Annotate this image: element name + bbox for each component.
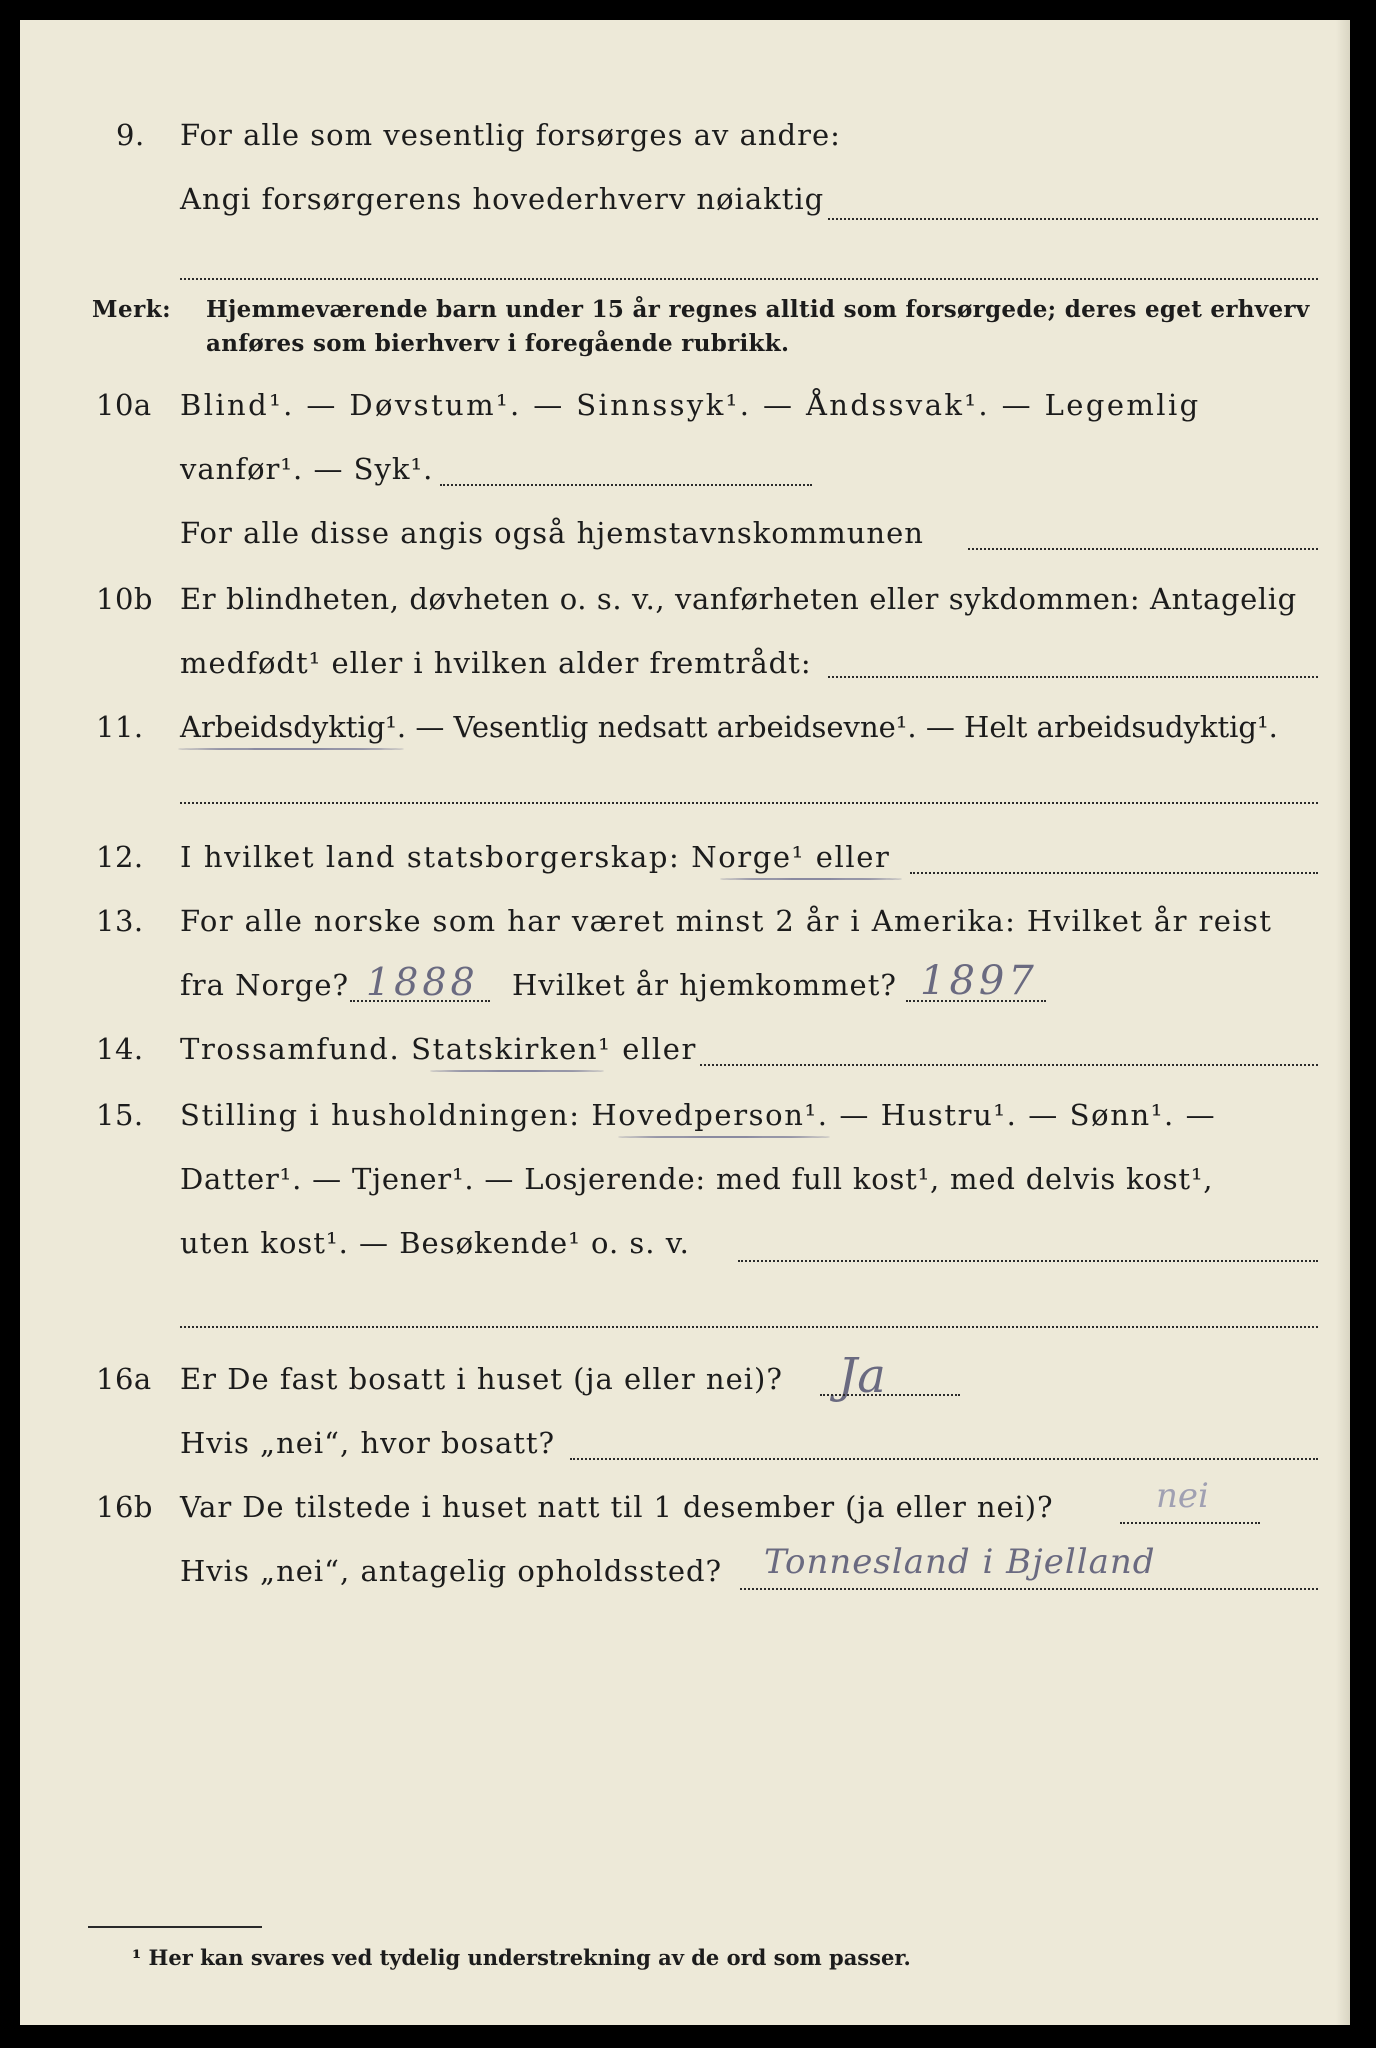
- answer-line: [440, 484, 812, 486]
- question-number: 16a: [96, 1362, 152, 1396]
- answer-line: [1120, 1522, 1260, 1524]
- answer-line: [180, 802, 1318, 804]
- question-text: For alle disse angis også hjemstavnskommunen: [180, 516, 924, 550]
- question-10a: [20, 388, 1350, 436]
- question-9: [20, 118, 1350, 166]
- question-16b: [20, 1476, 1350, 1538]
- question-number: 10b: [96, 582, 153, 616]
- question-number: 13.: [96, 904, 144, 938]
- note-text: Hjemmeværende barn under 15 år regnes alltid som forsørgede; deres eget erhverv: [206, 296, 1310, 323]
- question-16a: [20, 1348, 1350, 1410]
- handwritten-answer-place: Tonnesland i Bjelland: [764, 1542, 1156, 1582]
- question-9-line2: [20, 182, 1350, 230]
- question-16a-line2: [20, 1426, 1350, 1474]
- census-form-page: [20, 20, 1350, 2025]
- handwritten-underline: [178, 748, 404, 750]
- footnote-rule: [88, 1926, 262, 1928]
- answer-line: [968, 548, 1318, 550]
- question-number: 16b: [96, 1490, 153, 1524]
- question-15: [20, 1098, 1350, 1146]
- question-10a-line2: [20, 452, 1350, 500]
- question-11: [20, 710, 1350, 758]
- question-14: [20, 1032, 1350, 1080]
- note-text: anføres som bierhverv i foregående rubrikk.: [206, 330, 790, 357]
- handwritten-answer-return: 1897: [920, 958, 1038, 1004]
- question-text: Angi forsørgerens hovederhverv nøiaktig: [180, 182, 825, 216]
- question-text: uten kost¹. — Besøkende¹ o. s. v.: [180, 1226, 690, 1260]
- question-text: Arbeidsdyktig¹. — Vesentlig nedsatt arbeidsevne¹. — Helt arbeidsudyktig¹.: [180, 710, 1278, 744]
- answer-line: [700, 1064, 1318, 1066]
- question-text: fra Norge?: [180, 968, 350, 1002]
- question-15-line2: [20, 1162, 1350, 1210]
- question-13-line2: [20, 958, 1350, 1016]
- answer-line: [350, 1000, 490, 1002]
- answer-line: [180, 278, 1318, 280]
- question-text: Hvilket år hjemkommet?: [512, 968, 897, 1002]
- question-number: 10a: [96, 388, 152, 422]
- question-10a-line3: [20, 516, 1350, 564]
- answer-line: [828, 218, 1318, 220]
- question-text: For alle som vesentlig forsørges av andre:: [180, 118, 841, 152]
- answer-line: [906, 1000, 1046, 1002]
- answer-line: [820, 1394, 960, 1396]
- question-text: medfødt¹ eller i hvilken alder fremtrådt:: [180, 646, 812, 680]
- handwritten-underline: [618, 1136, 830, 1138]
- question-text: Var De tilstede i huset natt til 1 desember (ja eller nei)?: [180, 1490, 1054, 1524]
- question-text: Trossamfund. Statskirken¹ eller: [180, 1032, 697, 1066]
- question-text: For alle norske som har været minst 2 år i Amerika: Hvilket år reist: [180, 904, 1273, 938]
- handwritten-answer-departure: 1888: [366, 960, 479, 1004]
- question-text: Er De fast bosatt i huset (ja eller nei)?: [180, 1362, 783, 1396]
- answer-line: [180, 1326, 1318, 1328]
- question-13: [20, 904, 1350, 952]
- answer-line: [740, 1588, 1318, 1590]
- question-text: Er blindheten, døvheten o. s. v., vanførheten eller sykdommen: Antagelig: [180, 582, 1297, 616]
- handwritten-underline: [430, 1070, 604, 1072]
- handwritten-answer: nei: [1156, 1476, 1209, 1516]
- answer-line: [738, 1260, 1318, 1262]
- question-16b-line2: [20, 1542, 1350, 1602]
- answer-line: [570, 1458, 1318, 1460]
- handwritten-underline: [720, 878, 902, 880]
- question-10b-line2: [20, 646, 1350, 694]
- question-text: Blind¹. — Døvstum¹. — Sinnssyk¹. — Åndssvak¹. — Legemlig: [180, 388, 1201, 422]
- question-number: 15.: [96, 1098, 144, 1132]
- answer-line: [910, 872, 1318, 874]
- question-number: 12.: [96, 840, 144, 874]
- question-text: I hvilket land statsborgerskap: Norge¹ eller: [180, 840, 891, 874]
- question-text: Hvis „nei“, antagelig opholdssted?: [180, 1554, 723, 1588]
- question-text: Stilling i husholdningen: Hovedperson¹. — Hustru¹. — Sønn¹. —: [180, 1098, 1217, 1132]
- question-15-line3: [20, 1226, 1350, 1274]
- question-text: Hvis „nei“, hvor bosatt?: [180, 1426, 556, 1460]
- question-number: 14.: [96, 1032, 144, 1066]
- question-text: vanfør¹. — Syk¹.: [180, 452, 434, 486]
- note-label: Merk:: [92, 296, 172, 323]
- footnote: ¹ Her kan svares ved tydelig understrekning av de ord som passer.: [132, 1945, 911, 1970]
- handwritten-answer: Ja: [838, 1348, 886, 1404]
- page-edge: [1336, 20, 1350, 2025]
- question-12: [20, 840, 1350, 888]
- question-text: Datter¹. — Tjener¹. — Losjerende: med full kost¹, med delvis kost¹,: [180, 1162, 1214, 1196]
- question-10b: [20, 582, 1350, 630]
- answer-line: [828, 676, 1318, 678]
- question-number: 9.: [116, 118, 145, 152]
- question-number: 11.: [96, 710, 144, 744]
